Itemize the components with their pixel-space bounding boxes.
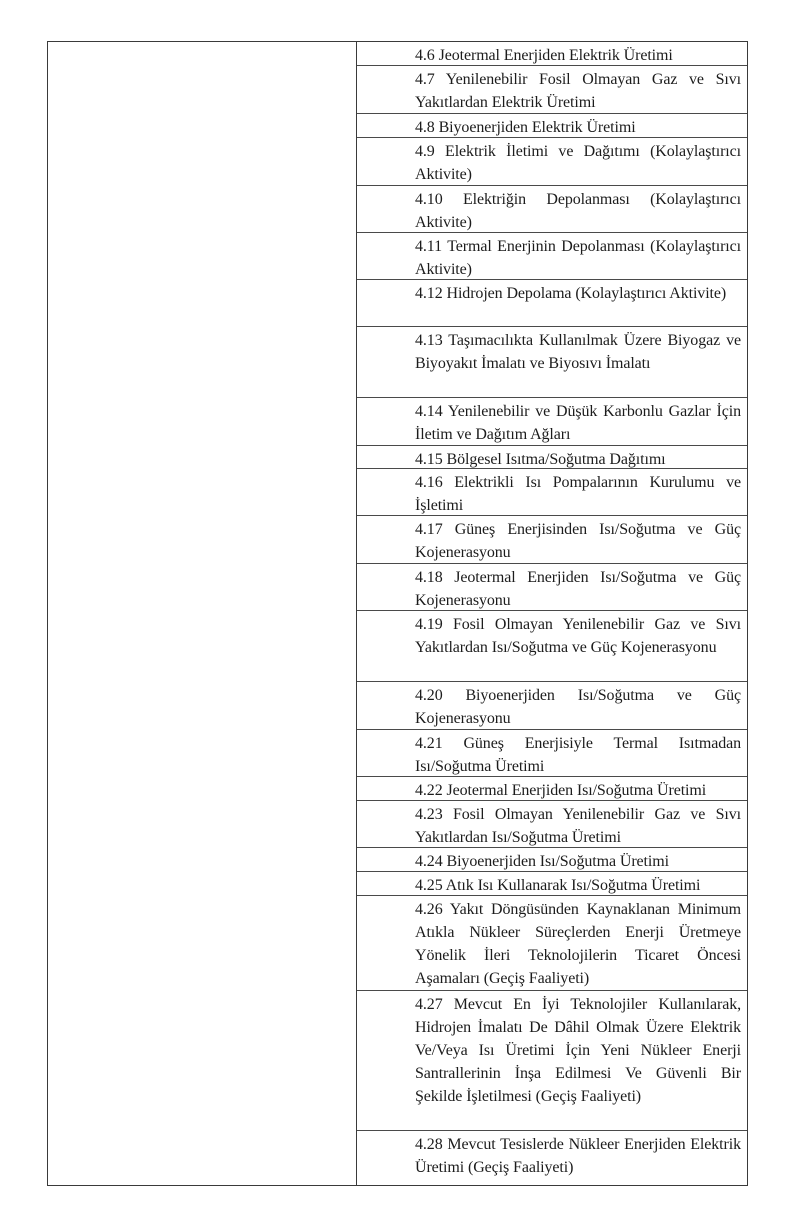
table-row: 4.9 Elektrik İletimi ve Dağıtımı (Kolaylaştırıcı Aktivite) [357, 138, 747, 186]
table-row: 4.8 Biyoenerjiden Elektrik Üretimi [357, 114, 747, 138]
table-row: 4.19 Fosil Olmayan Yenilenebilir Gaz ve Sıvı Yakıtlardan Isı/Soğutma ve Güç Kojenerasyonu [357, 611, 747, 682]
activities-table [47, 41, 748, 1186]
table-row: 4.26 Yakıt Döngüsünden Kaynaklanan Minimum Atıkla Nükleer Süreçlerden Enerji Üretmeye Yönelik İleri Teknolojilerin Ticaret Öncesi Aşamaları (Geçiş Faaliyeti) [357, 896, 747, 991]
table-row: 4.17 Güneş Enerjisinden Isı/Soğutma ve Güç Kojenerasyonu [357, 516, 747, 564]
table-row: 4.13 Taşımacılıkta Kullanılmak Üzere Biyogaz ve Biyoyakıt İmalatı ve Biyosıvı İmalatı [357, 327, 747, 398]
table-row: 4.22 Jeotermal Enerjiden Isı/Soğutma Üretimi [357, 777, 747, 801]
table-row: 4.27 Mevcut En İyi Teknolojiler Kullanılarak, Hidrojen İmalatı De Dâhil Olmak Üzere Elektrik Ve/Veya Isı Üretimi İçin Yeni Nükleer Enerji Santrallerinin İnşa Edilmesi Ve Güvenli Bir Şekilde İşletilmesi (Geçiş Faaliyeti) [357, 991, 747, 1131]
table-row: 4.11 Termal Enerjinin Depolanması (Kolaylaştırıcı Aktivite) [357, 233, 747, 280]
table-row: 4.12 Hidrojen Depolama (Kolaylaştırıcı Aktivite) [357, 280, 747, 327]
table-row: 4.20 Biyoenerjiden Isı/Soğutma ve Güç Kojenerasyonu [357, 682, 747, 730]
left-column-cell [48, 42, 357, 1185]
table-row: 4.16 Elektrikli Isı Pompalarının Kurulumu ve İşletimi [357, 469, 747, 516]
right-column [357, 42, 747, 1185]
table-row: 4.10 Elektriğin Depolanması (Kolaylaştırıcı Aktivite) [357, 186, 747, 233]
table-row: 4.6 Jeotermal Enerjiden Elektrik Üretimi [357, 42, 747, 66]
table-row: 4.7 Yenilenebilir Fosil Olmayan Gaz ve Sıvı Yakıtlardan Elektrik Üretimi [357, 66, 747, 114]
table-row: 4.24 Biyoenerjiden Isı/Soğutma Üretimi [357, 848, 747, 872]
table-row: 4.18 Jeotermal Enerjiden Isı/Soğutma ve Güç Kojenerasyonu [357, 564, 747, 611]
table-row: 4.25 Atık Isı Kullanarak Isı/Soğutma Üretimi [357, 872, 747, 896]
table-row: 4.21 Güneş Enerjisiyle Termal Isıtmadan Isı/Soğutma Üretimi [357, 730, 747, 777]
table-row: 4.23 Fosil Olmayan Yenilenebilir Gaz ve Sıvı Yakıtlardan Isı/Soğutma Üretimi [357, 801, 747, 848]
table-row: 4.14 Yenilenebilir ve Düşük Karbonlu Gazlar İçin İletim ve Dağıtım Ağları [357, 398, 747, 446]
table-row: 4.28 Mevcut Tesislerde Nükleer Enerjiden Elektrik Üretimi (Geçiş Faaliyeti) [415, 1136, 741, 1176]
table-row: 4.15 Bölgesel Isıtma/Soğutma Dağıtımı [357, 446, 747, 469]
